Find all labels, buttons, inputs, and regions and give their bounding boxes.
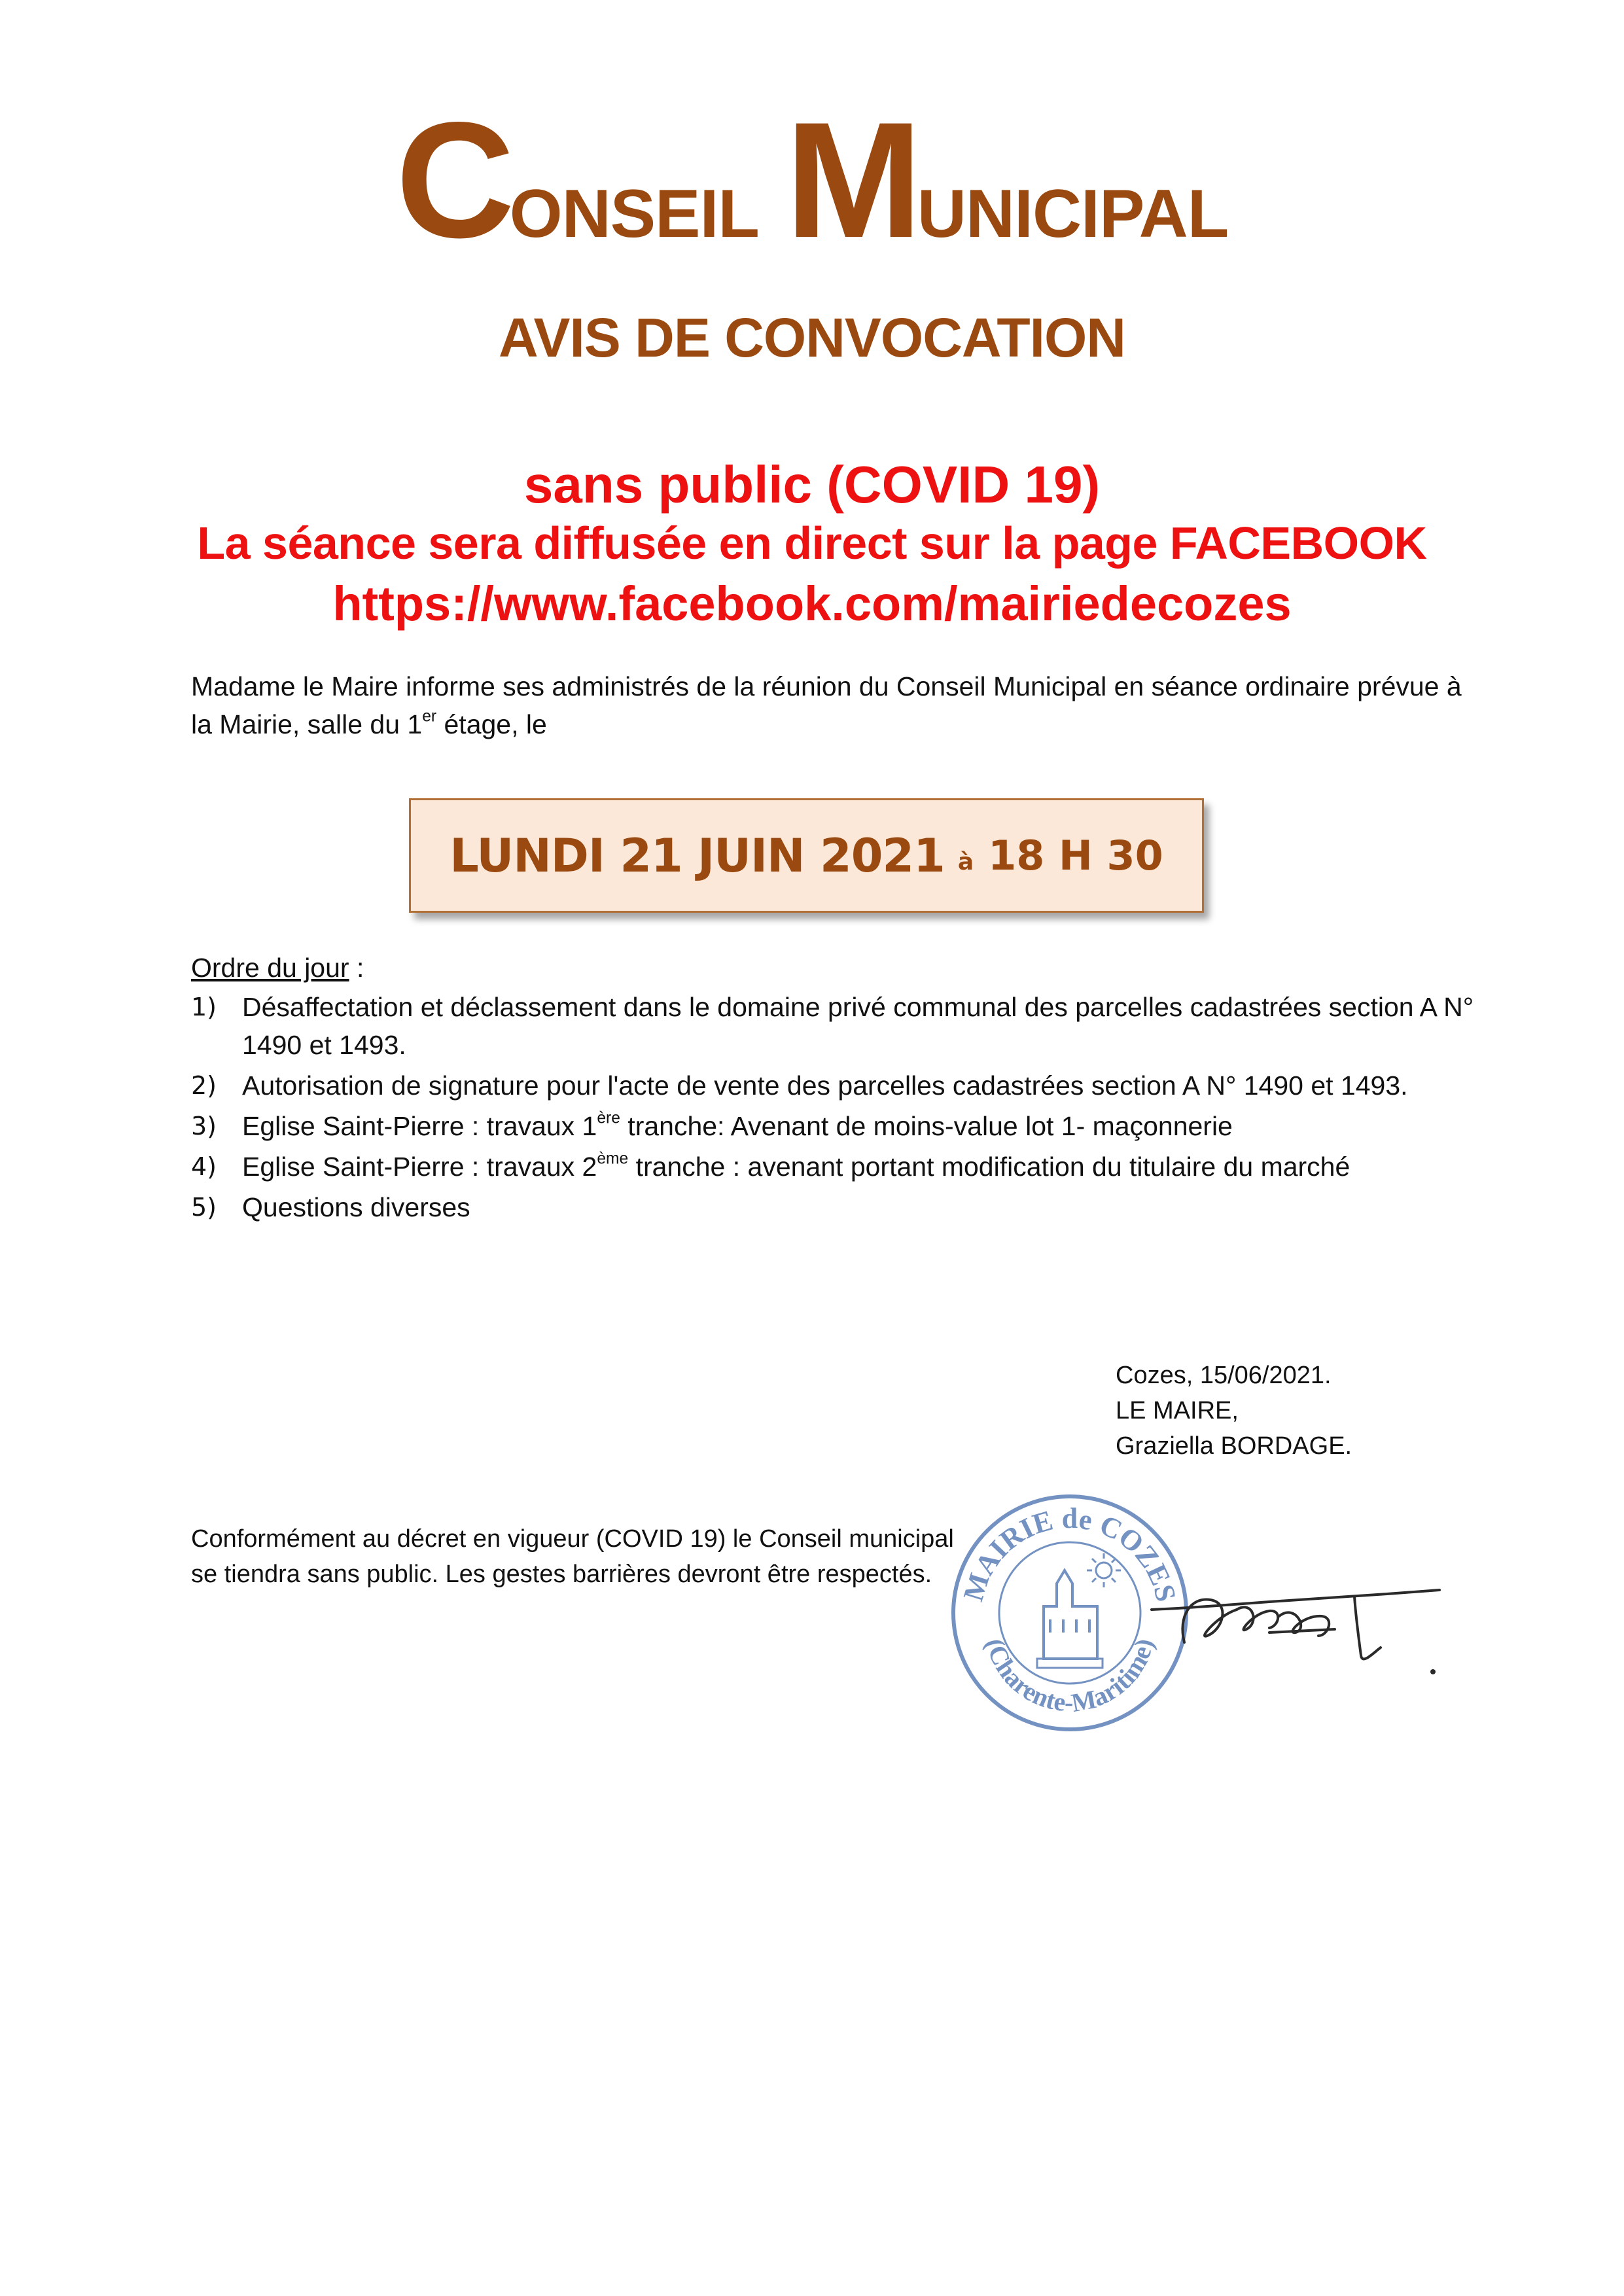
meeting-date-box [409, 798, 1204, 913]
notice-broadcast: La séance sera diffusée en direct sur la page FACEBOOK [197, 518, 1427, 569]
signature-place-date: Cozes, 15/06/2021. [1116, 1362, 1332, 1389]
agenda-item-text-part: Eglise Saint-Pierre : travaux 2 [242, 1152, 597, 1182]
intro-text-1: Madame le Maire informe ses administrés de la réunion du Conseil Municipal en séance ordinaire prévue à la Mairie, salle du 1 [191, 671, 1462, 739]
svg-text:(Charente-Maritime) [980, 1636, 1159, 1718]
agenda-item-text-part: tranche : avenant portant modification du titulaire du marché [628, 1152, 1350, 1182]
agenda-item [191, 1188, 1500, 1226]
meeting-time: 18 H 30 [988, 832, 1163, 879]
agenda-list [191, 988, 1500, 1226]
agenda-item [191, 1067, 1500, 1104]
agenda-item-text: Autorisation de signature pour l'acte de vente des parcelles cadastrées section A N° 1490 et 1493. [242, 1070, 1408, 1101]
agenda-heading-label: Ordre du jour [191, 953, 349, 983]
title-rest-onseil: ONSEIL [509, 176, 759, 252]
agenda-item-number: 1) [191, 993, 217, 1021]
mayor-signature [1139, 1538, 1453, 1688]
intro-text-2: étage, le [436, 709, 547, 739]
agenda-item-number: 2) [191, 1071, 217, 1100]
agenda-item-text [242, 1148, 1500, 1186]
agenda-item [191, 1148, 1500, 1186]
intro-paragraph [191, 667, 1467, 743]
agenda-item-text: Désaffectation et déclassement dans le domaine privé communal des parcelles cadastrées section A N° 1490 et 1493. [242, 992, 1474, 1060]
page-title [0, 88, 1624, 272]
agenda-item-sup: ère [597, 1109, 620, 1127]
meeting-date: LUNDI 21 JUIN 2021 [450, 828, 945, 883]
agenda-item [191, 988, 1500, 1064]
agenda-item-text [242, 1107, 1500, 1145]
agenda-item-number: 5) [191, 1193, 217, 1222]
notice-facebook-url[interactable]: https://www.facebook.com/mairiedecozes [332, 576, 1292, 631]
agenda-item-number: 4) [191, 1152, 217, 1181]
agenda-item [191, 1107, 1500, 1145]
subtitle: AVIS DE CONVOCATION [499, 307, 1125, 368]
agenda-heading-colon: : [349, 953, 364, 983]
title-initial-c: C [395, 88, 510, 272]
notice-no-public: sans public (COVID 19) [523, 455, 1101, 514]
signature-block [1116, 1358, 1352, 1464]
signature-name: Graziella BORDAGE. [1116, 1432, 1352, 1460]
intro-sup: er [422, 707, 437, 726]
agenda-heading [191, 949, 364, 987]
signature-role: LE MAIRE, [1116, 1397, 1239, 1424]
agenda-item-sup: ème [597, 1150, 629, 1168]
agenda-item-number: 3) [191, 1112, 217, 1140]
agenda-item-text-part: Eglise Saint-Pierre : travaux 1 [242, 1111, 597, 1141]
agenda-item-text: Questions diverses [242, 1192, 470, 1222]
stamp-bottom-text: (Charente-Maritime) [980, 1636, 1159, 1718]
title-rest-unicipal: UNICIPAL [917, 176, 1229, 252]
title-initial-m: M [785, 88, 917, 272]
agenda-item-text-part: tranche: Avenant de moins-value lot 1- maçonnerie [620, 1111, 1233, 1141]
stamp-top-text: MAIRIE de COZES [957, 1502, 1182, 1605]
meeting-date-a: à [957, 849, 974, 875]
footer-note: Conformément au décret en vigueur (COVID 19) le Conseil municipal se tiendra sans public. Les gestes barrières devront être respectés. [191, 1525, 954, 1588]
